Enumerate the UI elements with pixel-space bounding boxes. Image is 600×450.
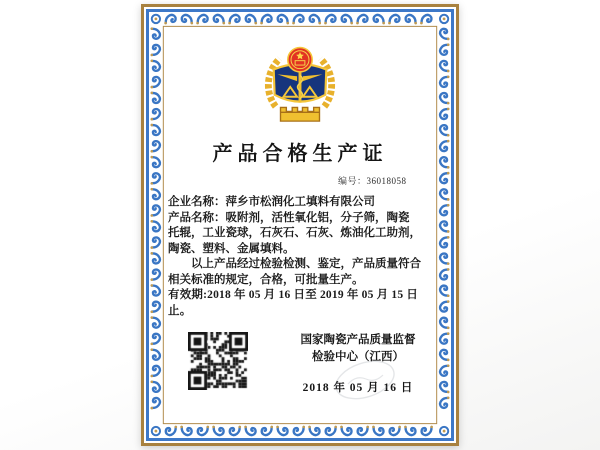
body-line: 相关标准的规定，合格，可批量生产。 [168,273,364,286]
body-line: 陶瓷、塑料、金属填料。 [168,242,295,255]
issuer-name-line1: 国家陶瓷产品质量监督 [300,334,416,346]
qr-code [188,332,248,390]
serial-row [166,174,434,187]
validity-line: 有效期:2018 年 05 月 16 日至 2019 年 05 月 15 日止。 [168,289,419,317]
certificate [141,4,459,446]
issue-date: 2018 年 05 月 16 日 [302,382,414,394]
issuer-block [282,332,434,397]
body-line: 托辊，工业瓷球，石灰石、石灰、炼油化工助剂， [168,227,421,239]
serial-label: 编号： [338,176,367,186]
bottom-section [166,332,434,397]
body-line: 以上产品经过检验检测、鉴定，产品质量符合 [191,258,421,270]
body-line: 企业名称：萍乡市松润化工填料有限公司 [168,196,375,208]
serial-number: 36018058 [366,176,407,186]
issuer-name-line2: 检验中心（江西） [312,351,404,363]
certificate-title: 产品合格生产证 [212,143,388,165]
ornamental-border [146,9,454,441]
body-line: 产品名称：吸附剂，活性氧化铝，分子筛，陶瓷 [168,211,410,224]
quality-supervision-emblem-icon [261,46,339,128]
certificate-content [166,29,434,421]
body-text [166,195,434,319]
